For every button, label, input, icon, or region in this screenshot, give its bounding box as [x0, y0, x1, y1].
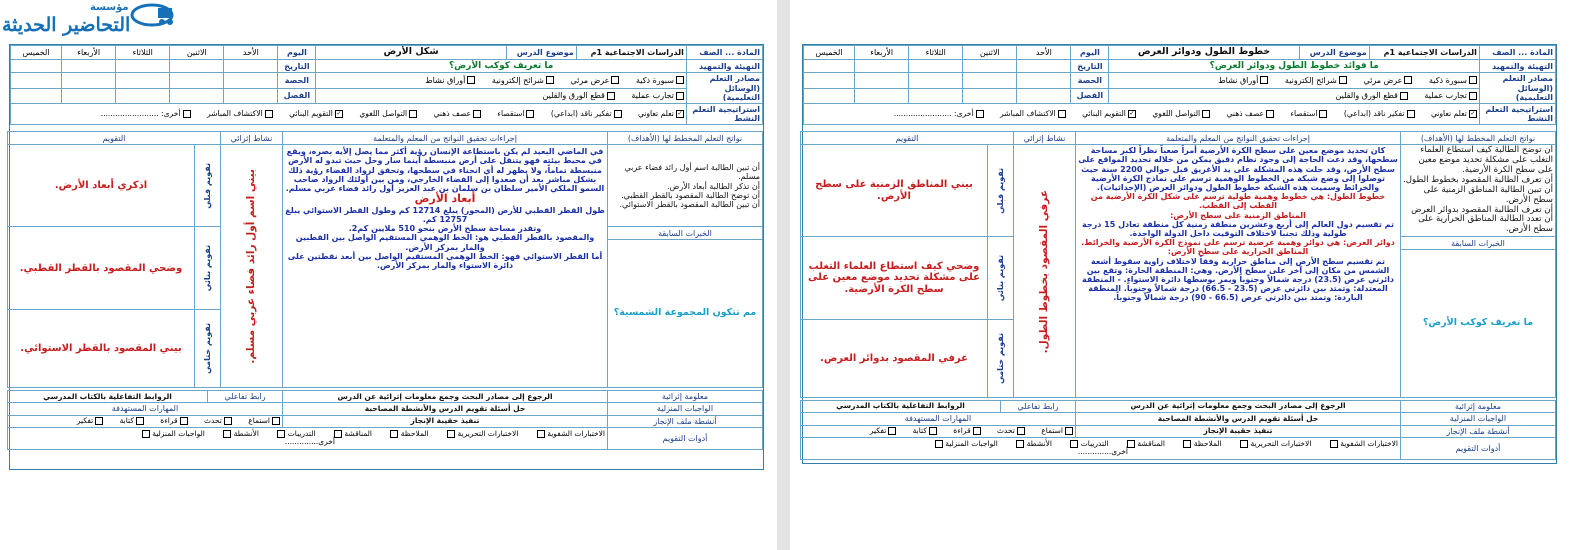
col-activity: نشاط إثرائي: [1014, 132, 1076, 145]
skill-checkbox[interactable]: استماع: [1041, 427, 1073, 436]
period-label: الحصة: [278, 73, 316, 88]
skill-checkbox[interactable]: قراءة: [953, 427, 980, 436]
skill-checkbox[interactable]: قراءة: [160, 417, 187, 426]
footer-table: [7, 390, 763, 450]
tool-checkbox[interactable]: الاختبارات الشفوية: [1328, 440, 1398, 449]
tool-checkbox[interactable]: الأنشطة: [1014, 440, 1052, 449]
strategy-checkbox[interactable]: ✓تعلم تعاوني: [1430, 108, 1476, 118]
strategy-checkbox[interactable]: التواصل اللغوي: [1152, 110, 1210, 119]
skills-row: [801, 425, 1076, 437]
assess-final-label: تقويم ختامي: [988, 320, 1014, 398]
resources-row-2: [1109, 88, 1479, 103]
interactive-label: رابط تفاعلي: [1001, 401, 1076, 413]
resource-checkbox[interactable]: عرض مرئي: [570, 76, 619, 85]
strategy-checkbox[interactable]: عصف ذهني: [1227, 110, 1274, 119]
resource-checkbox[interactable]: تجارب عملية: [1424, 91, 1477, 100]
prior-label: الخبرات السابقة: [1401, 237, 1556, 250]
left-page: [0, 0, 777, 550]
prior-label: الخبرات السابقة: [608, 227, 763, 240]
skills-label: المهارات المستهدفة: [8, 403, 283, 415]
lesson-plan-longitude-latitude: [802, 44, 1557, 464]
subject-label: المادة ... الصف: [686, 46, 762, 60]
resource-checkbox[interactable]: سبورة ذكية: [1429, 76, 1477, 85]
portfolio-value: تنفيذ حقيبة الإنجاز: [1076, 425, 1401, 437]
strategy-label: استراتيجية التعلم النشط: [686, 103, 762, 124]
subject-value: الدراسات الاجتماعية 1م: [576, 46, 686, 60]
assess-pre-label: تقويم قبلي: [195, 145, 221, 227]
strategy-checkbox[interactable]: تفكير ناقد (ابداعي): [1344, 110, 1415, 119]
col-objectives: نواتج التعلم المخطط لها (الأهداف): [1401, 132, 1556, 145]
topic-value: خطوط الطول ودوائر العرض: [1109, 46, 1299, 60]
strategy-checkbox[interactable]: ✓التقويم البنائي: [289, 108, 342, 118]
enrich-value: الرجوع إلى مصادر البحث وجمع معلومات إثرائية عن الدرس: [283, 391, 608, 403]
day-sun: الأحد: [224, 46, 278, 60]
skill-checkbox[interactable]: كتابة: [913, 427, 937, 436]
day-wed: الأربعاء: [855, 46, 909, 60]
col-objectives: نواتج التعلم المخطط لها (الأهداف): [608, 132, 763, 145]
day-mon: الاثنين: [170, 46, 224, 60]
col-procedures: إجراءات تحقيق النواتج من المعلم والمتعلمة: [1076, 132, 1401, 145]
enrichment-activity: بيني اسم أول رائد فضاء عربي مسلم.: [221, 145, 283, 388]
strategies-row: [11, 103, 687, 124]
right-page: [790, 0, 1571, 550]
tool-checkbox[interactable]: الاختبارات الشفوية: [535, 430, 605, 439]
tool-checkbox[interactable]: الواجبات المنزلية: [933, 440, 998, 449]
class-label: الفصل: [278, 88, 316, 103]
tools-label: أدوات التقويم: [1401, 437, 1556, 459]
content-table: [800, 131, 1556, 398]
date-label: التاريخ: [278, 60, 316, 73]
intro-label: التهيئة والتمهيد: [686, 60, 762, 73]
tools-other: أخرى..............: [1077, 447, 1128, 457]
strategy-checkbox[interactable]: ✓تعلم تعاوني: [637, 108, 683, 118]
col-activity: نشاط إثرائي: [221, 132, 283, 145]
prior-value: مم تتكون المجموعة الشمسية؟: [608, 240, 763, 388]
assess-final-label: تقويم ختامي: [195, 310, 221, 388]
portfolio-label: أنشطة ملف الإنجاز: [1401, 425, 1556, 437]
resource-checkbox[interactable]: شرائح إلكترونية: [492, 76, 554, 85]
procedures-text: في الماضي البعيد لم يكن باستطاعة الإنسان رؤية أكثر مما يصل إلأيه بصره، ويقع في محيط بيئته فهو يتنقل على أرض منبسطة أينما سار وحل حيث تبدو له الأرض منبسطة تماماً، ولا يظهر له أي انحناء في سطحها، وتحقق لرواد الفضاء رؤية ذلك بشكل مباشر بعد أن صعدوا إلى الفضاء الخارجي، ومن بين أولئك الرواد صاحب السمو الملكي الأمير سلطان بن سلمان بن عبد العزيز أول رائد فضاء عربي مسلم. أبعاد الأرض طول القطر القطبي للأرض (المحور) يبلغ 12714 كم وطول القطر الاستوائي يبلغ 12757 كم. وتقدر مساحة سطح الأرض بنحو 510 ملايين كم2. والمقصود بالقطر القطبي هو: الخط الوهمي المستقيم الواصل بين القطبين والمار بمركز الأرض. أما القطر الاستوائي فهو: الخط الوهمي المستقيم الواصل بين أبعد نقطتين على دائرة الاستواء والمار بمركز الأرض.: [283, 145, 608, 388]
strategy-checkbox[interactable]: تفكير ناقد (ابداعي): [551, 110, 622, 119]
skill-checkbox[interactable]: تحدث: [997, 427, 1025, 436]
enrich-label: معلومة إثرائية: [1401, 401, 1556, 413]
strategies-row: [804, 103, 1480, 124]
day-thu: الخميس: [804, 46, 855, 60]
col-assessment: التقويم: [801, 132, 1014, 145]
portfolio-label: أنشطة ملف الإنجاز: [608, 415, 763, 427]
resources-row-1: [316, 73, 686, 88]
interactive-value[interactable]: الروابط التفاعلية بالكتاب المدرسي: [801, 401, 1001, 413]
strategy-checkbox[interactable]: عصف ذهني: [434, 110, 481, 119]
strategy-checkbox[interactable]: استقصاء: [497, 110, 534, 119]
assess-final-value: عرفي المقصود بدوائر العرض.: [801, 320, 988, 398]
homework-label: الواجبات المنزلية: [608, 403, 763, 415]
strategy-checkbox[interactable]: التواصل اللغوي: [359, 110, 417, 119]
resource-checkbox[interactable]: تجارب عملية: [631, 91, 684, 100]
topic-label: موضوع الدرس: [1299, 46, 1369, 60]
tool-checkbox[interactable]: الأنشطة: [221, 430, 259, 439]
enrich-value: الرجوع إلى مصادر البحث وجمع معلومات إثرائية عن الدرس: [1076, 401, 1401, 413]
header-table: [803, 45, 1556, 125]
tool-checkbox[interactable]: المناقشة: [1125, 440, 1165, 449]
assess-mid-label: تقويم بنائي: [195, 227, 221, 310]
enrichment-activity: عرفي المقصود بخطوط الطول.: [1014, 145, 1076, 398]
resources-label: مصادر التعلم (الوسائل التعليمية): [1479, 73, 1555, 104]
subject-value: الدراسات الاجتماعية 1م: [1369, 46, 1479, 60]
day-sun: الأحد: [1017, 46, 1071, 60]
portfolio-value: تنفيذ حقيبة الإنجاز: [283, 415, 608, 427]
class-label: الفصل: [1071, 88, 1109, 103]
logo-icon: [128, 2, 176, 28]
period-label: الحصة: [1071, 73, 1109, 88]
col-procedures: إجراءات تحقيق النواتج من المعلم والمتعلمة: [283, 132, 608, 145]
intro-value: ما تعريف كوكب الأرض؟: [316, 60, 686, 73]
topic-value: شكل الأرض: [316, 46, 506, 60]
intro-value: ما فوائد خطوط الطول ودوائر العرض؟: [1109, 60, 1479, 73]
homework-value: حل أسئلة تقويم الدرس والأنشطة المصاحبة: [1076, 413, 1401, 425]
footer-table: [800, 400, 1556, 460]
tool-checkbox[interactable]: المناقشة: [332, 430, 372, 439]
strategy-checkbox[interactable]: استقصاء: [1290, 110, 1327, 119]
resource-checkbox[interactable]: قطع الورق والقلين: [543, 91, 615, 100]
publisher-logo: [0, 0, 185, 40]
resources-label: مصادر التعلم (الوسائل التعليمية): [686, 73, 762, 104]
assess-pre-label: تقويم قبلي: [988, 145, 1014, 237]
skills-label: المهارات المستهدفة: [801, 413, 1076, 425]
day-label: اليوم: [278, 46, 316, 60]
assess-mid-label: تقويم بنائي: [988, 237, 1014, 320]
lesson-plan-shape-of-earth: [9, 44, 764, 470]
skill-checkbox[interactable]: كتابة: [120, 417, 144, 426]
day-wed: الأربعاء: [62, 46, 116, 60]
skill-checkbox[interactable]: تفكير: [77, 417, 103, 426]
skill-checkbox[interactable]: تفكير: [870, 427, 896, 436]
resources-row-2: [316, 88, 686, 103]
strategy-checkbox[interactable]: الاكتشاف المباشر: [207, 110, 273, 119]
resource-checkbox[interactable]: أوراق نشاط: [425, 76, 475, 85]
logo-sub: مؤسسة: [90, 2, 129, 13]
tools-other: أخرى..............: [284, 437, 335, 447]
logo-main: التحاضير الحديثة: [2, 14, 131, 36]
objectives-text: أن توضح الطالبة كيف استطاع العلماء التغلب على مشكلة تحديد موضع معين على سطح الكرة الأرضية. أن تعرف الطالبة المقصود بخطوط الطول. أن تبين الطالبة المناطق الزمنية على سطح الأرض. أن تعرف الطالبة المقصود بدوائر العرض أن تعدد الطالبة المناطق الحرارية على سطح الأرض.: [1401, 145, 1556, 237]
tool-checkbox[interactable]: الاختبارات التحريرية: [1238, 440, 1311, 449]
interactive-label: رابط تفاعلي: [208, 391, 283, 403]
content-table: [7, 131, 763, 388]
tool-checkbox[interactable]: الملاحظة: [388, 430, 428, 439]
subject-label: المادة ... الصف: [1479, 46, 1555, 60]
day-label: اليوم: [1071, 46, 1109, 60]
resource-checkbox[interactable]: قطع الورق والقلين: [1336, 91, 1408, 100]
day-tue: الثلاثاء: [909, 46, 963, 60]
interactive-value[interactable]: الروابط التفاعلية بالكتاب المدرسي: [8, 391, 208, 403]
day-thu: الخميس: [11, 46, 62, 60]
resources-row-1: [1109, 73, 1479, 88]
skill-checkbox[interactable]: استماع: [248, 417, 280, 426]
objectives-text: أن تبين الطالبة اسم أول رائد فضاء عربي مسلم. أن تذكر الطالبة أبعاد الأرض. أن توضح الطالبة المقصود بالقطر القطبي. أن تبين الطالبة المقصود بالقطر الاستوائي.: [608, 145, 763, 227]
tool-checkbox[interactable]: التدريبات: [1068, 440, 1108, 449]
strategy-checkbox[interactable]: الاكتشاف المباشر: [1000, 110, 1066, 119]
skill-checkbox[interactable]: تحدث: [204, 417, 232, 426]
homework-label: الواجبات المنزلية: [1401, 413, 1556, 425]
enrich-label: معلومة إثرائية: [608, 391, 763, 403]
header-table: [10, 45, 763, 125]
day-mon: الاثنين: [963, 46, 1017, 60]
day-tue: الثلاثاء: [116, 46, 170, 60]
assess-final-value: بيني المقصود بالقطر الاستوائي.: [8, 310, 195, 388]
tool-checkbox[interactable]: الاختبارات التحريرية: [445, 430, 518, 439]
date-label: التاريخ: [1071, 60, 1109, 73]
strategy-checkbox[interactable]: ✓التقويم البنائي: [1082, 108, 1135, 118]
tool-checkbox[interactable]: التدريبات: [275, 430, 315, 439]
tools-label: أدوات التقويم: [608, 427, 763, 449]
assess-mid-value: وضحي المقصود بالقطر القطبي.: [8, 227, 195, 310]
col-assessment: التقويم: [8, 132, 221, 145]
intro-label: التهيئة والتمهيد: [1479, 60, 1555, 73]
strategy-checkbox[interactable]: أخرى: ........................: [894, 110, 984, 119]
assess-pre-value: اذكري أبعاد الأرض.: [8, 145, 195, 227]
assess-pre-value: بيني المناطق الزمنية على سطح الأرض.: [801, 145, 988, 237]
resource-checkbox[interactable]: عرض مرئي: [1363, 76, 1412, 85]
strategy-checkbox[interactable]: أخرى: ........................: [101, 110, 191, 119]
procedures-text: كان تحديد موضع معين على سطح الكرة الأرضية أمراً صعباً نظراً لكبر مساحة سطحها، وقد دعت الحاجة إلى وجود نظام دقيق يمكن من خلاله تحديد المواقع على سطح الأرض، وقد حلت هذه المشكلة على يد الأغريق قبل حوالي 2200 سنة حيث توصلوا إلى وضع شبكة من الخطوط الوهمية ترسم على نماذج الكرة الأرضية والخرائط وسميت هذه الشبكة خطوط الطول ودوائر العرض (الإحداثيات). خطوط الطول: هي خطوط وهمية طولية ترسم على شكل الكرة الأرضية من القطب إلى القطب. المناطق الزمنية على سطح الأرض: تم تقسيم دول العالم إلى أربع وعشرين منطقة زمنية كل منطقة تعادل 15 درجة طولية وذلك تجنباً لاختلاف التوقيت داخل الدولة الواحدة. دوائر العرض: هي دوائر وهمية عرضية ترسم على نموذج الكرة الأرضية والخرائط. المناطق الحرارية على سطح الأرض: تم تقسيم سطح الأرض إلى مناطق حرارية وفقاً لاختلاف زاوية سقوط أشعة الشمس من مكان إلى آخر على سطح الأرض. وهي: المنطقة الحارة: وتقع بين دائرتي عرض (23.5) درجة شمالاً وجنوباً ويمر بوسطها دائرة الاستواء. - المنطقة المعتدلة: وتمتد بين دائرتي عرض (23.5 - 66.5) درجة شمالاً وجنوباً. المنطقة الباردة: وتمتد بين دائرتي عرض (66.5 - 90) درجة شمالاً وجنوباً.: [1076, 145, 1401, 398]
skills-row: [8, 415, 283, 427]
resource-checkbox[interactable]: أوراق نشاط: [1218, 76, 1268, 85]
resource-checkbox[interactable]: سبورة ذكية: [636, 76, 684, 85]
homework-value: حل أسئلة تقويم الدرس والأنشطة المصاحبة: [283, 403, 608, 415]
prior-value: ما تعريف كوكب الأرض؟: [1401, 250, 1556, 398]
resource-checkbox[interactable]: شرائح إلكترونية: [1285, 76, 1347, 85]
assess-mid-value: وضحي كيف استطاع العلماء التغلب على مشكلة تحديد موضع معين على سطح الكرة الأرضية.: [801, 237, 988, 320]
topic-label: موضوع الدرس: [506, 46, 576, 60]
tools-row: [8, 427, 608, 449]
strategy-label: استراتيجية التعلم النشط: [1479, 103, 1555, 124]
tool-checkbox[interactable]: الواجبات المنزلية: [140, 430, 205, 439]
tools-row: [801, 437, 1401, 459]
tool-checkbox[interactable]: الملاحظة: [1181, 440, 1221, 449]
